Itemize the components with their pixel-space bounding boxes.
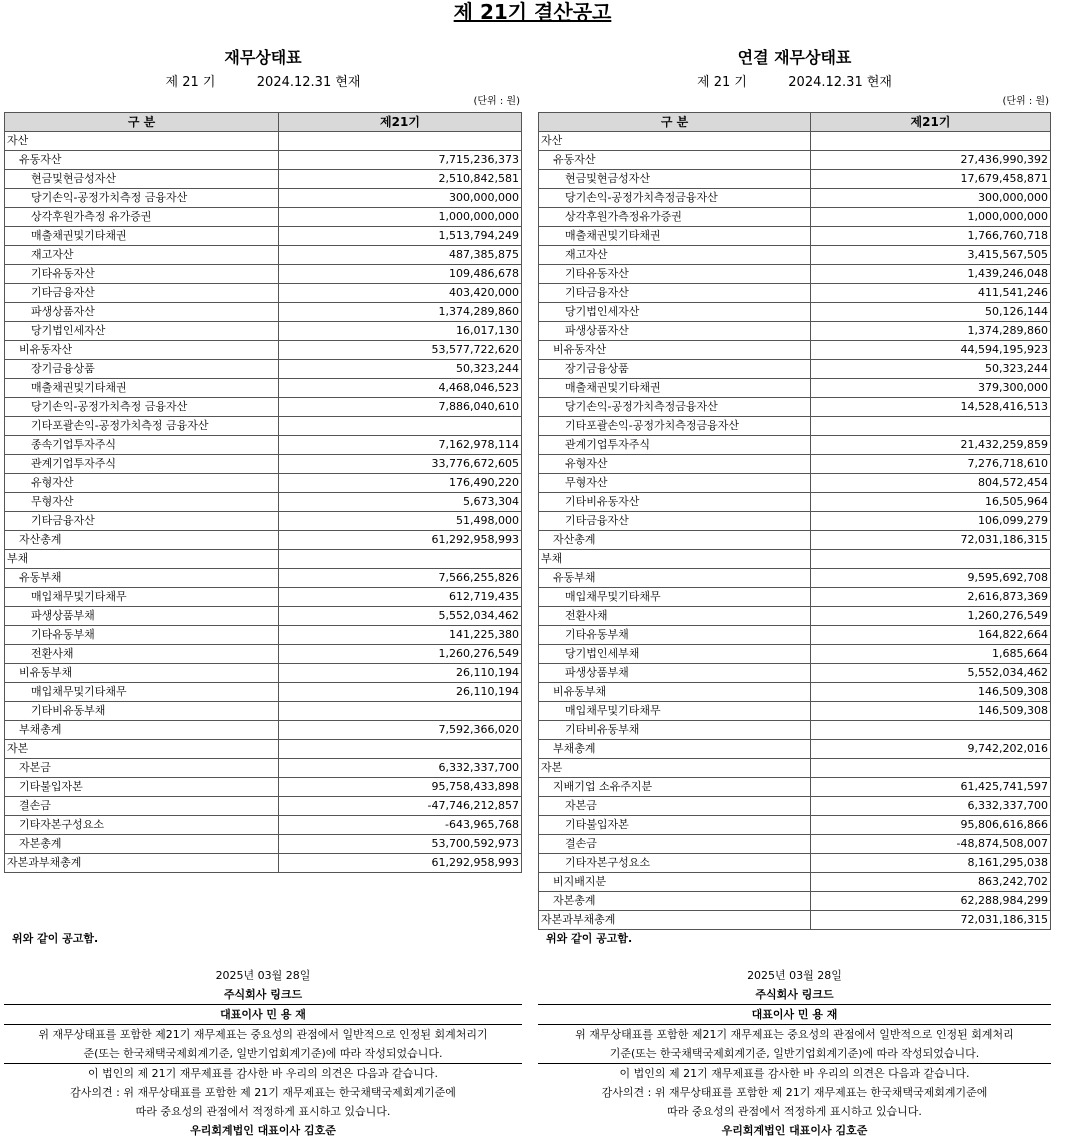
table-row	[5, 550, 522, 569]
row-amount	[811, 417, 1051, 436]
table-row	[539, 379, 1051, 398]
header-period: 제21기	[279, 113, 522, 132]
table-row	[5, 626, 522, 645]
row-amount: 6,332,337,700	[811, 797, 1051, 816]
table-row	[539, 132, 1051, 151]
row-amount: 146,509,308	[811, 683, 1051, 702]
row-label: 당기법인세부채	[539, 645, 811, 664]
row-label: 기타금융자산	[539, 284, 811, 303]
row-label: 비유동부채	[5, 664, 279, 683]
row-amount: 6,332,337,700	[279, 759, 522, 778]
table-row	[5, 740, 522, 759]
row-amount: 61,292,958,993	[279, 854, 522, 873]
row-amount: 61,292,958,993	[279, 531, 522, 550]
row-label: 전환사채	[5, 645, 279, 664]
row-amount: 8,161,295,038	[811, 854, 1051, 873]
table-row	[5, 436, 522, 455]
row-label: 자산총계	[539, 531, 811, 550]
table-row	[539, 569, 1051, 588]
row-amount	[279, 740, 522, 759]
auditor-name: 우리회계법인 대표이사 김호준	[721, 1124, 868, 1137]
row-amount: 7,592,366,020	[279, 721, 522, 740]
table-row	[5, 512, 522, 531]
table-row	[5, 455, 522, 474]
table-row	[539, 474, 1051, 493]
row-label: 부채총계	[539, 740, 811, 759]
row-amount: 176,490,220	[279, 474, 522, 493]
table-row	[5, 303, 522, 322]
row-label: 기타포괄손익-공정가치측정 금융자산	[5, 417, 279, 436]
table-row	[539, 436, 1051, 455]
table-row	[539, 835, 1051, 854]
row-amount: 51,498,000	[279, 512, 522, 531]
row-amount: 44,594,195,923	[811, 341, 1051, 360]
row-label: 매입채무및기타채무	[539, 702, 811, 721]
table-row	[5, 588, 522, 607]
row-label: 자산	[5, 132, 279, 151]
table-row	[5, 265, 522, 284]
row-amount: 50,323,244	[279, 360, 522, 379]
row-label: 매입채무및기타채무	[5, 683, 279, 702]
row-amount: 33,776,672,605	[279, 455, 522, 474]
row-amount: 487,385,875	[279, 246, 522, 265]
row-amount: 109,486,678	[279, 265, 522, 284]
row-label: 관계기업투자주식	[5, 455, 279, 474]
row-label: 유동자산	[539, 151, 811, 170]
row-label: 비유동자산	[539, 341, 811, 360]
row-amount: 21,432,259,859	[811, 436, 1051, 455]
row-amount: 27,436,990,392	[811, 151, 1051, 170]
statement-title: 연결 재무상태표	[737, 48, 852, 67]
audit-line-2: 기준(또는 한국채택국제회계기준, 일반기업회계기준)에 따라 작성되었습니다.	[538, 1044, 1051, 1064]
row-amount: 72,031,186,315	[811, 911, 1051, 930]
table-row	[539, 892, 1051, 911]
row-label: 기타유동부채	[5, 626, 279, 645]
table-row	[539, 246, 1051, 265]
table-row	[539, 683, 1051, 702]
header-category: 구 분	[539, 113, 811, 132]
company-name: 주식회사 링크드	[223, 988, 303, 1001]
row-label: 자본	[5, 740, 279, 759]
table-header-row	[5, 113, 522, 132]
audit-line-5: 따라 중요성의 관점에서 적정하게 표시하고 있습니다.	[667, 1105, 922, 1118]
row-amount: 300,000,000	[811, 189, 1051, 208]
table-row	[5, 797, 522, 816]
row-label: 파생상품자산	[5, 303, 279, 322]
row-amount: 1,513,794,249	[279, 227, 522, 246]
row-label: 파생상품자산	[539, 322, 811, 341]
row-label: 자본	[539, 759, 811, 778]
audit-line-4: 감사의견 : 위 재무상태표를 포함한 제 21기 재무제표는 한국채택국제회계기준에	[70, 1086, 456, 1099]
row-amount: 1,766,760,718	[811, 227, 1051, 246]
row-amount: 164,822,664	[811, 626, 1051, 645]
row-label: 유동자산	[5, 151, 279, 170]
row-label: 장기금융상품	[5, 360, 279, 379]
row-amount: 3,415,567,505	[811, 246, 1051, 265]
row-label: 기타유동자산	[5, 265, 279, 284]
row-label: 매출채권및기타채권	[539, 379, 811, 398]
row-amount: 26,110,194	[279, 683, 522, 702]
row-label: 파생상품부채	[5, 607, 279, 626]
row-label: 당기법인세자산	[5, 322, 279, 341]
row-amount: 9,595,692,708	[811, 569, 1051, 588]
row-amount: 1,374,289,860	[811, 322, 1051, 341]
table-row	[539, 531, 1051, 550]
ceo-name: 대표이사 민 용 재	[4, 1004, 522, 1025]
table-row	[539, 493, 1051, 512]
table-row	[539, 797, 1051, 816]
row-amount	[279, 702, 522, 721]
table-body	[5, 132, 522, 873]
page-title: 제 21기 결산공고	[453, 0, 612, 24]
table-row	[5, 721, 522, 740]
row-amount: 141,225,380	[279, 626, 522, 645]
row-amount: 2,616,873,369	[811, 588, 1051, 607]
row-label: 유동부채	[5, 569, 279, 588]
row-label: 당기손익-공정가치측정금융자산	[539, 398, 811, 417]
header-period: 제21기	[811, 113, 1051, 132]
row-amount: 300,000,000	[279, 189, 522, 208]
header-category: 구 분	[5, 113, 279, 132]
row-label: 매출채권및기타채권	[5, 379, 279, 398]
row-label: 기타불입자본	[539, 816, 811, 835]
row-label: 기타포괄손익-공정가치측정금융자산	[539, 417, 811, 436]
row-amount: 53,577,722,620	[279, 341, 522, 360]
row-amount: 804,572,454	[811, 474, 1051, 493]
table-row	[5, 474, 522, 493]
row-amount	[811, 550, 1051, 569]
row-label: 기타유동자산	[539, 265, 811, 284]
table-row	[539, 607, 1051, 626]
row-label: 매출채권및기타채권	[539, 227, 811, 246]
row-label: 자본과부채총계	[5, 854, 279, 873]
table-row	[5, 132, 522, 151]
row-label: 무형자산	[5, 493, 279, 512]
row-label: 부채총계	[5, 721, 279, 740]
table-row	[5, 151, 522, 170]
unit-label: (단위 : 원)	[1002, 96, 1049, 107]
row-amount: 1,374,289,860	[279, 303, 522, 322]
table-row	[5, 227, 522, 246]
row-amount: 16,505,964	[811, 493, 1051, 512]
announce-date: 2025년 03월 28일	[215, 969, 311, 982]
table-header-row	[539, 113, 1051, 132]
row-amount: -48,874,508,007	[811, 835, 1051, 854]
row-amount: 5,552,034,462	[811, 664, 1051, 683]
row-amount: 1,260,276,549	[811, 607, 1051, 626]
table-row	[5, 664, 522, 683]
row-amount: 95,758,433,898	[279, 778, 522, 797]
row-label: 기타금융자산	[5, 284, 279, 303]
table-body	[539, 132, 1051, 930]
row-amount: 1,260,276,549	[279, 645, 522, 664]
table-row	[539, 151, 1051, 170]
table-row	[539, 417, 1051, 436]
table-row	[539, 645, 1051, 664]
table-row	[539, 455, 1051, 474]
row-amount	[279, 550, 522, 569]
table-row	[539, 816, 1051, 835]
row-amount: 17,679,458,871	[811, 170, 1051, 189]
table-row	[5, 569, 522, 588]
row-label: 무형자산	[539, 474, 811, 493]
row-amount: 53,700,592,973	[279, 835, 522, 854]
row-amount: 7,566,255,826	[279, 569, 522, 588]
row-label: 자산	[539, 132, 811, 151]
row-amount: 403,420,000	[279, 284, 522, 303]
row-amount	[279, 132, 522, 151]
table-row	[539, 189, 1051, 208]
table-row	[539, 721, 1051, 740]
audit-line-1: 위 재무상태표를 포함한 제21기 재무제표는 중요성의 관점에서 일반적으로 인정된 회계처리기	[38, 1028, 488, 1041]
row-label: 비유동자산	[5, 341, 279, 360]
row-label: 기타비유동자산	[539, 493, 811, 512]
table-row	[5, 683, 522, 702]
table-row	[539, 702, 1051, 721]
row-amount: 7,162,978,114	[279, 436, 522, 455]
table-row	[539, 512, 1051, 531]
row-label: 매입채무및기타채무	[539, 588, 811, 607]
row-label: 기타자본구성요소	[5, 816, 279, 835]
table-row	[5, 835, 522, 854]
row-amount: 72,031,186,315	[811, 531, 1051, 550]
auditor-name: 우리회계법인 대표이사 김호준	[190, 1124, 336, 1137]
table-row	[5, 322, 522, 341]
row-amount: 4,468,046,523	[279, 379, 522, 398]
table-row	[539, 170, 1051, 189]
row-label: 파생상품부채	[539, 664, 811, 683]
row-label: 매출채권및기타채권	[5, 227, 279, 246]
audit-line-3: 이 법인의 제 21기 재무제표를 감사한 바 우리의 의견은 다음과 같습니다.	[619, 1067, 970, 1080]
ceo-name: 대표이사 민 용 재	[538, 1004, 1051, 1025]
row-label: 기타금융자산	[5, 512, 279, 531]
row-label: 재고자산	[539, 246, 811, 265]
row-label: 유동부채	[539, 569, 811, 588]
table-row	[5, 645, 522, 664]
audit-line-2: 준(또는 한국채택국제회계기준, 일반기업회계기준)에 따라 작성되었습니다.	[4, 1044, 522, 1064]
row-label: 당기손익-공정가치측정 금융자산	[5, 398, 279, 417]
table-row	[539, 740, 1051, 759]
row-label: 유형자산	[5, 474, 279, 493]
row-amount	[811, 132, 1051, 151]
row-label: 장기금융상품	[539, 360, 811, 379]
row-amount: 7,886,040,610	[279, 398, 522, 417]
row-amount: 612,719,435	[279, 588, 522, 607]
table-row	[539, 265, 1051, 284]
notice-text: 위와 같이 공고함.	[12, 932, 99, 945]
row-amount: 26,110,194	[279, 664, 522, 683]
row-amount: 7,276,718,610	[811, 455, 1051, 474]
table-row	[539, 854, 1051, 873]
row-amount: 863,242,702	[811, 873, 1051, 892]
table-row	[539, 303, 1051, 322]
table-row	[5, 816, 522, 835]
row-label: 결손금	[539, 835, 811, 854]
table-row	[5, 759, 522, 778]
row-amount: 5,673,304	[279, 493, 522, 512]
signature-block	[4, 966, 522, 1140]
table-row	[5, 531, 522, 550]
audit-line-3: 이 법인의 제 21기 재무제표를 감사한 바 우리의 의견은 다음과 같습니다.	[88, 1067, 438, 1080]
row-label: 자본총계	[5, 835, 279, 854]
table-row	[539, 873, 1051, 892]
row-amount: 50,323,244	[811, 360, 1051, 379]
row-label: 결손금	[5, 797, 279, 816]
row-amount: 379,300,000	[811, 379, 1051, 398]
row-amount: 1,000,000,000	[811, 208, 1051, 227]
row-amount	[811, 759, 1051, 778]
row-amount: 95,806,616,866	[811, 816, 1051, 835]
table-row	[539, 588, 1051, 607]
table-row	[539, 322, 1051, 341]
row-amount: 1,685,664	[811, 645, 1051, 664]
audit-line-1: 위 재무상태표를 포함한 제21기 재무제표는 중요성의 관점에서 일반적으로 인정된 회계처리	[575, 1028, 1014, 1041]
statement-title: 재무상태표	[224, 48, 302, 67]
company-name: 주식회사 링크드	[755, 988, 834, 1001]
table-row	[5, 607, 522, 626]
row-label: 자본금	[5, 759, 279, 778]
row-label: 현금및현금성자산	[539, 170, 811, 189]
row-amount: 7,715,236,373	[279, 151, 522, 170]
row-amount: 5,552,034,462	[279, 607, 522, 626]
row-label: 종속기업투자주식	[5, 436, 279, 455]
audit-line-5: 따라 중요성의 관점에서 적정하게 표시하고 있습니다.	[135, 1105, 391, 1118]
row-amount: 2,510,842,581	[279, 170, 522, 189]
row-label: 자본총계	[539, 892, 811, 911]
table-row	[5, 170, 522, 189]
row-label: 상각후원가측정 유가증권	[5, 208, 279, 227]
row-label: 자본과부채총계	[539, 911, 811, 930]
table-row	[539, 664, 1051, 683]
row-label: 매입채무및기타채무	[5, 588, 279, 607]
row-label: 비지배지분	[539, 873, 811, 892]
row-label: 부채	[5, 550, 279, 569]
table-row	[5, 284, 522, 303]
table-row	[5, 417, 522, 436]
row-amount: 16,017,130	[279, 322, 522, 341]
table-row	[539, 550, 1051, 569]
row-amount: 1,439,246,048	[811, 265, 1051, 284]
statement-period: 제 21 기 2024.12.31 현재	[697, 75, 892, 90]
row-label: 지배기업 소유주지분	[539, 778, 811, 797]
row-label: 당기손익-공정가치측정금융자산	[539, 189, 811, 208]
balance-sheet-table	[4, 112, 522, 873]
row-amount	[811, 721, 1051, 740]
table-row	[539, 341, 1051, 360]
unit-label: (단위 : 원)	[473, 96, 520, 107]
row-label: 기타유동부채	[539, 626, 811, 645]
table-row	[5, 208, 522, 227]
table-row	[539, 227, 1051, 246]
row-label: 당기법인세자산	[539, 303, 811, 322]
table-row	[5, 360, 522, 379]
row-label: 부채	[539, 550, 811, 569]
row-label: 자산총계	[5, 531, 279, 550]
row-amount: -47,746,212,857	[279, 797, 522, 816]
statement-period: 제 21 기 2024.12.31 현재	[165, 75, 361, 90]
row-label: 현금및현금성자산	[5, 170, 279, 189]
notice-text: 위와 같이 공고함.	[546, 932, 633, 945]
table-row	[5, 398, 522, 417]
row-label: 비유동부채	[539, 683, 811, 702]
table-row	[5, 702, 522, 721]
table-row	[5, 778, 522, 797]
table-row	[539, 911, 1051, 930]
row-amount: 411,541,246	[811, 284, 1051, 303]
table-row	[539, 360, 1051, 379]
table-row	[539, 398, 1051, 417]
row-amount: -643,965,768	[279, 816, 522, 835]
row-amount: 61,425,741,597	[811, 778, 1051, 797]
row-amount: 50,126,144	[811, 303, 1051, 322]
table-row	[539, 778, 1051, 797]
consolidated-balance-sheet-table	[538, 112, 1051, 930]
row-label: 재고자산	[5, 246, 279, 265]
table-row	[5, 379, 522, 398]
row-label: 기타비유동부채	[5, 702, 279, 721]
row-amount: 146,509,308	[811, 702, 1051, 721]
row-label: 관계기업투자주식	[539, 436, 811, 455]
row-label: 유형자산	[539, 455, 811, 474]
table-row	[539, 208, 1051, 227]
announce-date: 2025년 03월 28일	[747, 969, 842, 982]
row-amount	[279, 417, 522, 436]
table-row	[5, 493, 522, 512]
row-amount: 1,000,000,000	[279, 208, 522, 227]
row-label: 자본금	[539, 797, 811, 816]
row-label: 기타자본구성요소	[539, 854, 811, 873]
table-row	[539, 759, 1051, 778]
row-label: 전환사채	[539, 607, 811, 626]
signature-block	[538, 966, 1051, 1140]
table-row	[539, 626, 1051, 645]
row-amount: 9,742,202,016	[811, 740, 1051, 759]
table-row	[5, 341, 522, 360]
row-label: 당기손익-공정가치측정 금융자산	[5, 189, 279, 208]
row-label: 기타비유동부채	[539, 721, 811, 740]
row-amount: 14,528,416,513	[811, 398, 1051, 417]
row-amount: 106,099,279	[811, 512, 1051, 531]
table-row	[5, 189, 522, 208]
table-row	[5, 854, 522, 873]
row-amount: 62,288,984,299	[811, 892, 1051, 911]
table-row	[5, 246, 522, 265]
row-label: 상각후원가측정유가증권	[539, 208, 811, 227]
row-label: 기타금융자산	[539, 512, 811, 531]
table-row	[539, 284, 1051, 303]
row-label: 기타불입자본	[5, 778, 279, 797]
audit-line-4: 감사의견 : 위 재무상태표를 포함한 제 21기 재무제표는 한국채택국제회계기준에	[601, 1086, 988, 1099]
